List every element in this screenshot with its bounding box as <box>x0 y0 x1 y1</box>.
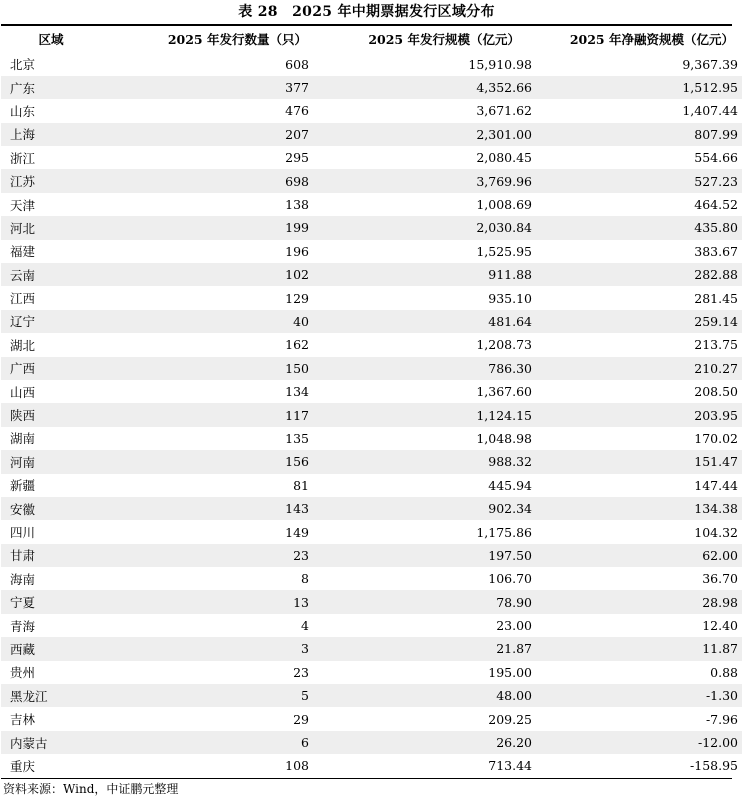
table-header <box>1 26 742 53</box>
table-body <box>1 53 742 778</box>
table-row <box>1 310 742 333</box>
cell-region: 北京 <box>10 57 36 73</box>
cell-region: 河南 <box>1 450 101 473</box>
table-row <box>1 684 742 707</box>
cell-net-financing: 1,512.95 <box>534 76 742 99</box>
cell-issue-amount: 1,367.60 <box>476 384 532 400</box>
cell-net-financing: 210.27 <box>534 357 742 380</box>
cell-issue-amount: 23.00 <box>496 618 532 634</box>
cell-issue-amount: 3,769.96 <box>311 169 534 192</box>
cell-issue-amount: 197.50 <box>311 544 534 567</box>
cell-net-financing: 104.32 <box>694 524 738 540</box>
cell-issue-count: 117 <box>101 403 311 426</box>
table-row <box>1 590 742 613</box>
cell-issue-count: 138 <box>285 197 309 213</box>
cell-issue-count: 23 <box>101 544 311 567</box>
cell-issue-amount: 2,301.00 <box>311 123 534 146</box>
table-row <box>1 76 742 99</box>
table-row <box>1 614 742 637</box>
cell-issue-amount: 1,175.86 <box>476 524 532 540</box>
cell-net-financing: 259.14 <box>534 310 742 333</box>
table-row <box>1 286 742 309</box>
source-note: 资料来源：Wind，中证鹏元整理 <box>3 782 179 797</box>
header-issue-count: 2025 年发行数量（只） <box>167 32 307 47</box>
cell-issue-count: 196 <box>285 243 309 259</box>
table-row <box>1 520 742 543</box>
cell-issue-count: 6 <box>101 731 311 754</box>
cell-issue-amount: 78.90 <box>311 590 534 613</box>
cell-issue-count: 135 <box>285 430 309 446</box>
cell-region: 河北 <box>1 216 101 239</box>
cell-issue-amount: 106.70 <box>488 571 532 587</box>
table-title: 表 28 2025 年中期票据发行区域分布 <box>238 4 495 20</box>
cell-net-financing: -158.95 <box>690 758 738 774</box>
table-row <box>1 99 742 122</box>
cell-issue-amount: 15,910.98 <box>468 56 532 72</box>
header-region: 区域 <box>38 32 64 47</box>
table-row <box>1 544 742 567</box>
cell-region: 福建 <box>10 244 36 260</box>
cell-issue-amount: 1,525.95 <box>476 243 532 259</box>
cell-net-financing: 527.23 <box>534 169 742 192</box>
cell-region: 贵州 <box>10 665 36 681</box>
table-row <box>1 754 742 777</box>
cell-net-financing: 36.70 <box>702 571 738 587</box>
cell-region: 青海 <box>10 618 36 634</box>
cell-issue-amount: 911.88 <box>311 263 534 286</box>
cell-region: 安徽 <box>1 497 101 520</box>
cell-net-financing: 151.47 <box>534 450 742 473</box>
cell-issue-amount: 1,124.15 <box>311 403 534 426</box>
cell-region: 甘肃 <box>1 544 101 567</box>
cell-net-financing: 203.95 <box>534 403 742 426</box>
cell-issue-count: 199 <box>101 216 311 239</box>
cell-region: 浙江 <box>10 150 36 166</box>
cell-issue-amount: 713.44 <box>488 758 532 774</box>
cell-issue-count: 5 <box>101 684 311 707</box>
cell-issue-count: 13 <box>101 590 311 613</box>
cell-region: 黑龙江 <box>1 684 101 707</box>
cell-region: 云南 <box>1 263 101 286</box>
table-row <box>1 661 742 684</box>
cell-region: 宁夏 <box>1 590 101 613</box>
cell-issue-count: 108 <box>285 758 309 774</box>
table-row <box>1 497 742 520</box>
cell-net-financing: 28.98 <box>534 590 742 613</box>
cell-region: 湖北 <box>10 337 36 353</box>
cell-issue-amount: 902.34 <box>311 497 534 520</box>
cell-net-financing: 134.38 <box>534 497 742 520</box>
cell-issue-count: 377 <box>101 76 311 99</box>
cell-issue-count: 23 <box>293 664 309 680</box>
cell-issue-amount: 935.10 <box>488 290 532 306</box>
cell-issue-amount: 48.00 <box>311 684 534 707</box>
cell-issue-count: 4 <box>301 618 309 634</box>
cell-issue-count: 476 <box>285 103 309 119</box>
cell-issue-count: 162 <box>285 337 309 353</box>
cell-issue-count: 698 <box>101 169 311 192</box>
cell-issue-count: 81 <box>293 477 309 493</box>
cell-net-financing: 0.88 <box>710 664 738 680</box>
cell-issue-amount: 2,030.84 <box>311 216 534 239</box>
cell-region: 广东 <box>1 76 101 99</box>
table-row <box>1 53 742 76</box>
cell-region: 湖南 <box>10 431 36 447</box>
cell-region: 江苏 <box>1 169 101 192</box>
cell-region: 上海 <box>1 123 101 146</box>
cell-region: 内蒙古 <box>1 731 101 754</box>
table-row <box>1 357 742 380</box>
cell-issue-count: 3 <box>101 637 311 660</box>
table-row <box>1 380 742 403</box>
cell-net-financing: -1.30 <box>534 684 742 707</box>
table-row <box>1 146 742 169</box>
cell-issue-amount: 1,008.69 <box>476 197 532 213</box>
cell-issue-amount: 1,048.98 <box>476 430 532 446</box>
cell-region: 四川 <box>10 525 36 540</box>
table-row <box>1 240 742 263</box>
cell-issue-amount: 2,080.45 <box>476 150 532 166</box>
cell-issue-count: 29 <box>293 711 309 727</box>
cell-net-financing: -12.00 <box>534 731 742 754</box>
cell-region: 重庆 <box>10 758 36 774</box>
table-row <box>1 403 742 426</box>
header-issue-amount: 2025 年发行规模（亿元） <box>368 32 520 47</box>
cell-issue-count: 129 <box>285 290 309 306</box>
table-row <box>1 731 742 754</box>
cell-net-financing: 208.50 <box>694 384 738 400</box>
cell-region: 天津 <box>10 197 36 213</box>
cell-region: 辽宁 <box>1 310 101 333</box>
cell-net-financing: 11.87 <box>534 637 742 660</box>
cell-net-financing: 383.67 <box>694 243 738 259</box>
cell-issue-amount: 3,671.62 <box>476 103 532 119</box>
cell-net-financing: 1,407.44 <box>682 103 738 119</box>
cell-net-financing: 62.00 <box>534 544 742 567</box>
header-net-financing: 2025 年净融资规模（亿元） <box>569 32 734 47</box>
cell-net-financing: 807.99 <box>534 123 742 146</box>
cell-net-financing: 9,367.39 <box>682 56 738 72</box>
cell-issue-count: 40 <box>101 310 311 333</box>
cell-issue-count: 150 <box>101 357 311 380</box>
cell-issue-amount: 21.87 <box>311 637 534 660</box>
cell-issue-count: 149 <box>285 524 309 540</box>
cell-region: 山东 <box>10 103 36 119</box>
table-row <box>1 450 742 473</box>
cell-region: 海南 <box>10 571 36 587</box>
cell-issue-count: 134 <box>285 384 309 400</box>
cell-issue-count: 295 <box>285 150 309 166</box>
cell-issue-count: 102 <box>101 263 311 286</box>
region-distribution-table <box>1 26 742 778</box>
cell-issue-amount: 26.20 <box>311 731 534 754</box>
cell-region: 江西 <box>10 291 36 307</box>
table-row <box>1 707 742 730</box>
cell-issue-amount: 1,208.73 <box>476 337 532 353</box>
cell-net-financing: 282.88 <box>534 263 742 286</box>
cell-issue-count: 156 <box>101 450 311 473</box>
header-row <box>1 26 742 53</box>
cell-issue-count: 8 <box>301 571 309 587</box>
cell-issue-amount: 988.32 <box>311 450 534 473</box>
cell-issue-amount: 445.94 <box>488 477 532 493</box>
cell-net-financing: 213.75 <box>694 337 738 353</box>
table-row <box>1 263 742 286</box>
table-row <box>1 216 742 239</box>
table-row <box>1 474 742 497</box>
cell-net-financing: 435.80 <box>534 216 742 239</box>
cell-issue-amount: 786.30 <box>311 357 534 380</box>
table-row <box>1 193 742 216</box>
cell-net-financing: 554.66 <box>694 150 738 166</box>
cell-net-financing: 170.02 <box>694 430 738 446</box>
cell-region: 广西 <box>1 357 101 380</box>
cell-region: 山西 <box>10 384 36 400</box>
table-row <box>1 427 742 450</box>
cell-issue-amount: 481.64 <box>311 310 534 333</box>
cell-issue-amount: 209.25 <box>488 711 532 727</box>
table-row <box>1 333 742 356</box>
cell-net-financing: 464.52 <box>694 197 738 213</box>
table-row <box>1 637 742 660</box>
cell-region: 西藏 <box>1 637 101 660</box>
cell-net-financing: -7.96 <box>705 711 738 727</box>
table-row <box>1 567 742 590</box>
cell-region: 新疆 <box>10 478 36 494</box>
cell-net-financing: 12.40 <box>702 618 738 634</box>
cell-issue-count: 207 <box>101 123 311 146</box>
cell-issue-count: 143 <box>101 497 311 520</box>
cell-net-financing: 281.45 <box>694 290 738 306</box>
table-row <box>1 169 742 192</box>
cell-issue-count: 608 <box>285 56 309 72</box>
table-row <box>1 123 742 146</box>
cell-region: 陕西 <box>1 403 101 426</box>
cell-net-financing: 147.44 <box>694 477 738 493</box>
cell-issue-amount: 4,352.66 <box>311 76 534 99</box>
cell-issue-amount: 195.00 <box>488 664 532 680</box>
cell-region: 吉林 <box>10 712 36 728</box>
